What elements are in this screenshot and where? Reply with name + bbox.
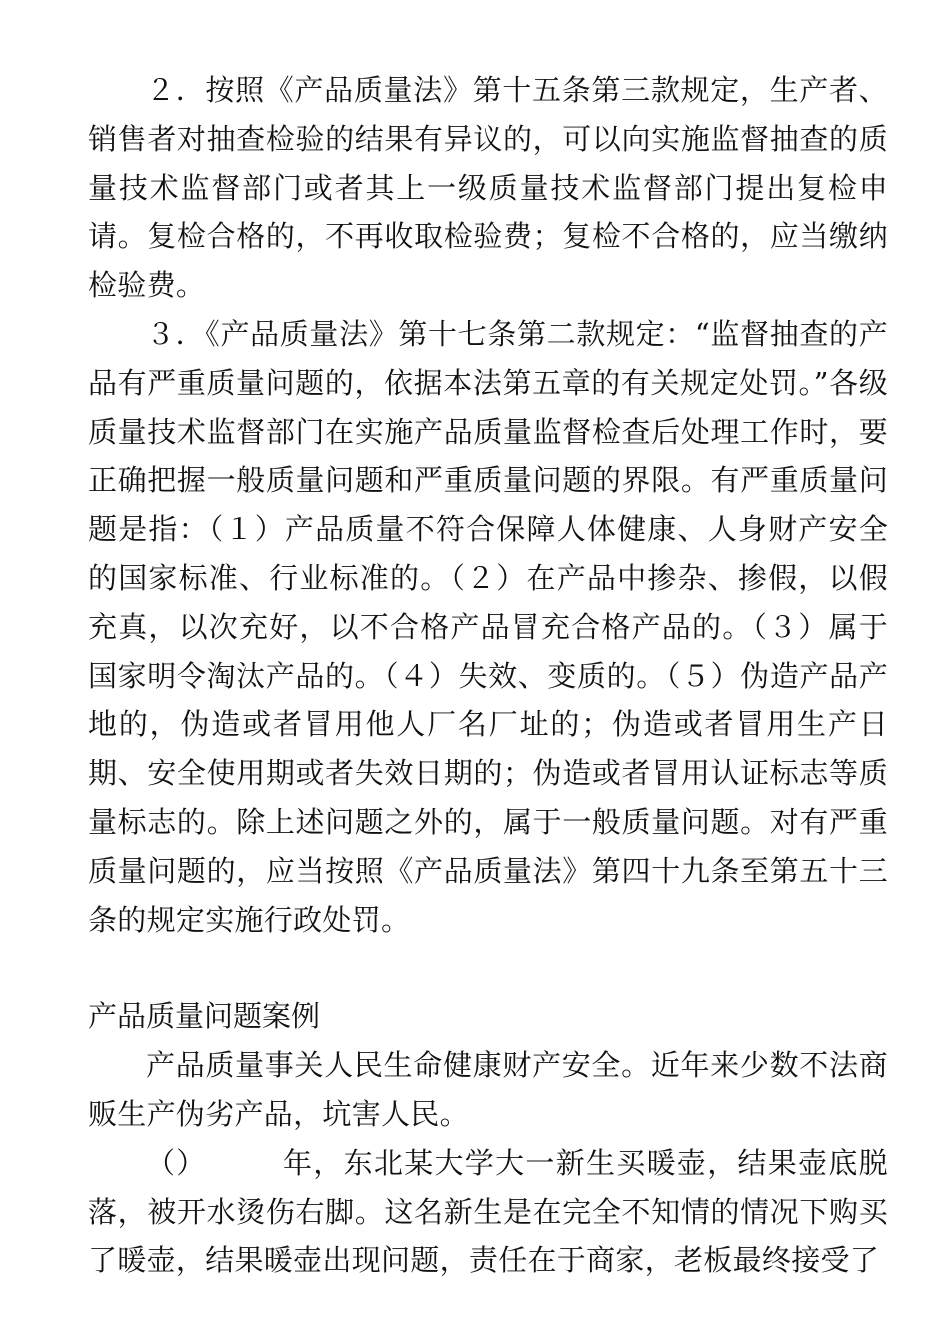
paragraph-case: （） 年，东北某大学大一新生买暖壶，结果壶底脱落，被开水烫伤右脚。这名新生是在完全不知情的情况下购买了暖壶，结果暖壶出现问题，责任在于商家，老板最终接受了: [88, 1145, 888, 1278]
section-heading: 产品质量问题案例: [88, 999, 321, 1034]
paragraph-intro: 产品质量事关人民生命健康财产安全。近年来少数不法商贩生产伪劣产品，坑害人民。: [88, 1048, 888, 1131]
document-page: [88, 66, 888, 1285]
paragraph-serious-quality: ３．《产品质量法》第十七条第二款规定：“监督抽查的产品有严重质量问题的，依据本法第五章的有关规定处罚。”各级质量技术监督部门在实施产品质量监督检查后处理工作时，要正确把握一般质量问题和严重质量问题的界限。有严重质量问题是指：（１）产品质量不符合保障人体健康、人身财产安全的国家标准、行业标准的。（２）在产品中掺杂、掺假，以假充真，以次充好，以不合格产品冒充合格产品的。（３）属于国家明令淘汰产品的。（４）失效、变质的。（５）伪造产品产地的，伪造或者冒用他人厂名厂址的；伪造或者冒用生产日期、安全使用期或者失效日期的；伪造或者冒用认证标志等质量标志的。除上述问题之外的，属于一般质量问题。对有严重质量问题的，应当按照《产品质量法》第四十九条至第五十三条的规定实施行政处罚。: [88, 316, 888, 937]
paragraph-recheck: ２．按照《产品质量法》第十五条第三款规定，生产者、销售者对抽查检验的结果有异议的，可以向实施监督抽查的质量技术监督部门或者其上一级质量技术监督部门提出复检申请。复检合格的，不再收取检验费；复检不合格的，应当缴纳检验费。: [88, 73, 888, 303]
paragraph-gap: [88, 944, 888, 992]
